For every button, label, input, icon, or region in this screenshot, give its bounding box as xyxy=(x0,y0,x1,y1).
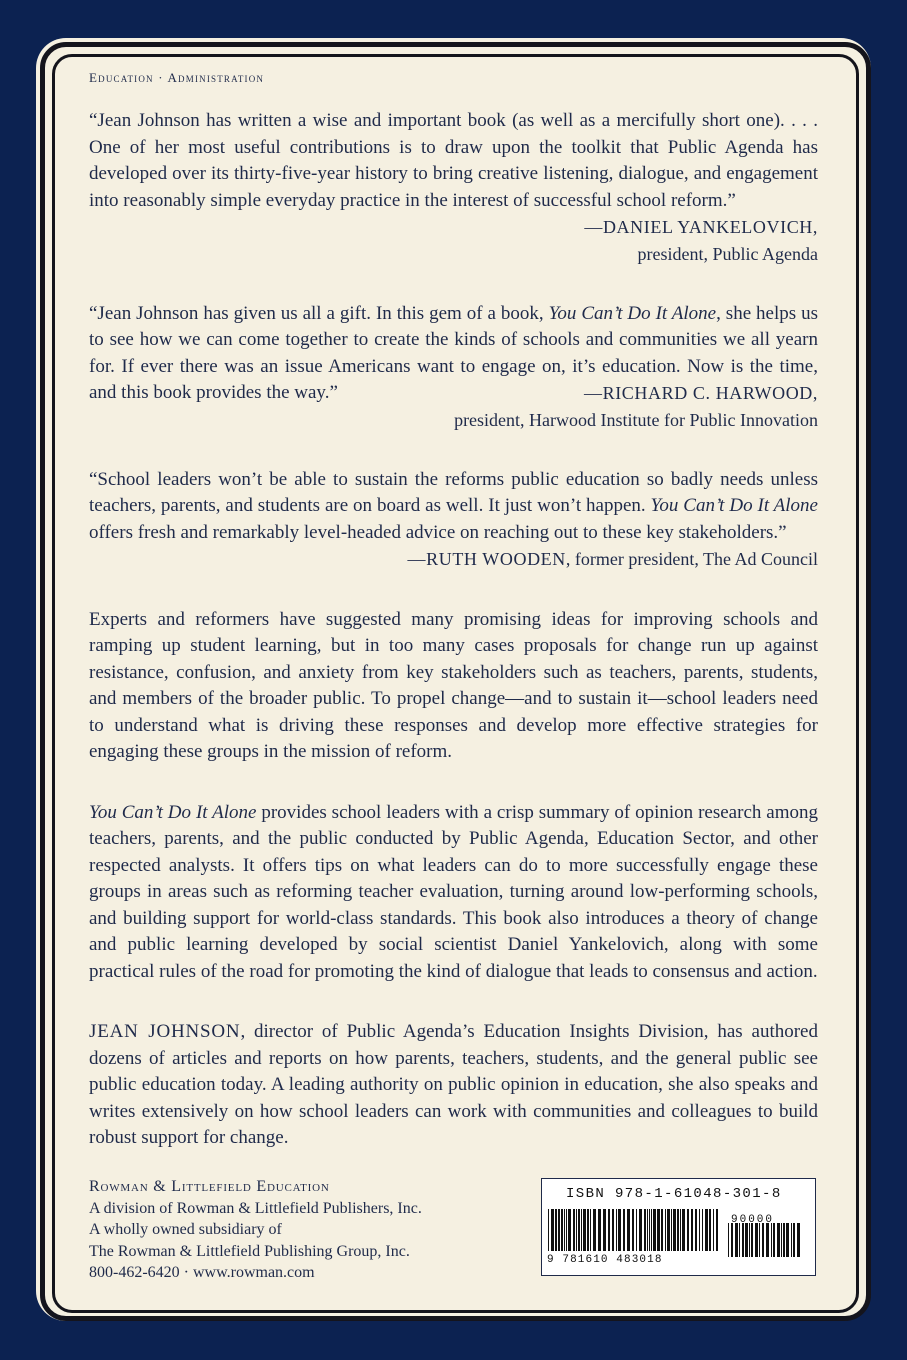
barcode-bar xyxy=(749,1223,750,1257)
isbn-label: ISBN 978-1-61048-301-8 xyxy=(566,1186,782,1202)
barcode-bar xyxy=(731,1223,733,1257)
barcode-bar xyxy=(576,1209,577,1251)
barcode-bar xyxy=(651,1209,652,1251)
quote-author: —RICHARD C. HARWOOD, xyxy=(583,383,818,403)
barcode-bar xyxy=(766,1223,769,1257)
description-paragraph-2 xyxy=(89,800,818,986)
category-label: Education · Administration xyxy=(89,70,265,85)
quote-yankelovich xyxy=(89,108,818,267)
author-name: JEAN JOHNSON xyxy=(89,1021,241,1042)
barcode-bar xyxy=(691,1209,693,1251)
barcode-bar xyxy=(558,1209,560,1251)
barcode-bar xyxy=(583,1209,586,1251)
barcode-bar xyxy=(771,1223,772,1257)
barcode-bar xyxy=(598,1209,601,1251)
barcode-bar xyxy=(671,1209,672,1251)
barcode-bar xyxy=(783,1223,785,1257)
barcode-bar xyxy=(791,1223,792,1257)
barcode-bar xyxy=(728,1223,729,1257)
barcode-bar xyxy=(564,1209,565,1251)
barcode-bar xyxy=(742,1223,744,1257)
barcode-bar xyxy=(608,1209,610,1251)
barcode-bar xyxy=(618,1209,621,1251)
quote-wooden xyxy=(89,467,818,573)
barcode-bar xyxy=(797,1223,800,1257)
barcode-bar xyxy=(786,1223,789,1257)
barcode-bar xyxy=(793,1223,795,1257)
quote-text: “Jean Johnson has given us all a gift. In this gem of a book, xyxy=(89,302,549,324)
author-bio xyxy=(89,1019,818,1152)
quote-author-title: president, Public Agenda xyxy=(637,243,818,264)
book-title: You Can’t Do It Alone xyxy=(548,302,717,324)
barcode-bar xyxy=(739,1223,740,1257)
barcode-bar xyxy=(568,1209,571,1251)
barcode-bar xyxy=(702,1209,703,1251)
quote-author: —RUTH WOODEN xyxy=(407,549,566,569)
quote-text: offers fresh and remarkably level-headed advice on reaching out to these key stakeholders.” xyxy=(89,521,787,543)
barcode-bar xyxy=(759,1223,760,1257)
quote-author-title: president, Harwood Institute for Public Innovation xyxy=(454,409,818,430)
quote-author-title: , former president, The Ad Council xyxy=(565,549,818,569)
barcode-bar xyxy=(566,1209,567,1251)
barcode-bar xyxy=(649,1209,650,1251)
publisher-imprint: Rowman & Littlefield Education xyxy=(89,1178,330,1195)
quote-text: , she helps us to see how we can come together to create the kinds of schools and communities we all yearn for. If ever there was an issue Americans want to engage on, it’s education. Now is the time, and this book provides the way.” xyxy=(89,302,818,403)
barcode-bar xyxy=(548,1209,549,1251)
barcode-bar xyxy=(657,1209,660,1251)
barcode-bar xyxy=(677,1209,679,1251)
barcode-bar xyxy=(745,1223,748,1257)
barcode-bar xyxy=(581,1209,582,1251)
book-title: You Can’t Do It Alone xyxy=(650,495,818,516)
barcode-bar xyxy=(781,1223,782,1257)
book-title: You Can’t Do It Alone xyxy=(89,801,257,823)
barcode-bar xyxy=(665,1209,666,1251)
quote-text: “Jean Johnson has written a wise and important book (as well as a mercifully short one). . . . One of her most useful contributions is to draw upon the toolkit that Public Agenda has developed over its thirty-five-year history to bring creative listening, dialogue, and engagement into reasonably simple everyday practice in the interest of successful school reform.” xyxy=(89,110,818,211)
barcode-bar xyxy=(713,1209,714,1251)
barcode-bar xyxy=(777,1223,780,1257)
barcode-bar xyxy=(661,1209,663,1251)
barcode-bar xyxy=(578,1209,580,1251)
barcode-bar xyxy=(709,1209,711,1251)
barcode-bar xyxy=(623,1209,625,1251)
barcode-bar xyxy=(561,1209,563,1251)
barcode-bar xyxy=(682,1209,685,1251)
quote-harwood xyxy=(89,301,818,433)
barcode-bar xyxy=(773,1223,775,1257)
publisher-group: The Rowman & Littlefield Publishing Group, Inc. xyxy=(89,1242,410,1260)
barcode-bar xyxy=(616,1209,617,1251)
barcode-bar xyxy=(627,1209,630,1251)
barcode-bar xyxy=(639,1209,642,1251)
barcode-bar xyxy=(593,1209,596,1251)
barcode-bar xyxy=(590,1209,591,1251)
ean-barcode xyxy=(548,1209,720,1251)
price-barcode xyxy=(728,1223,804,1257)
publisher-info xyxy=(89,1176,509,1284)
back-cover-content xyxy=(89,70,818,1186)
quote-author: —DANIEL YANKELOVICH, xyxy=(584,217,818,237)
barcode-bar xyxy=(612,1209,614,1251)
barcode-bar xyxy=(751,1223,753,1257)
barcode-bar xyxy=(636,1209,637,1251)
publisher-subsidiary: A wholly owned subsidiary of xyxy=(89,1221,282,1238)
barcode-digits: 9 781610 483018 xyxy=(547,1254,663,1266)
barcode-bar xyxy=(716,1209,718,1251)
barcode-bar xyxy=(673,1209,676,1251)
quote-text: “School leaders won’t be able to sustain the reforms public education so badly needs unless teachers, parents, and students are on board as well. It just won’t happen. xyxy=(89,468,818,516)
barcode-bar xyxy=(551,1209,554,1251)
barcode-bar xyxy=(687,1209,689,1251)
author-bio-text: , director of Public Agenda’s Education Insights Division, has authored dozens of articles and reports on how parents, teachers, students, and the general public see public education today. A leading authority on public opinion in education, she also speaks and writes extensively on how school leaders can work with communities and colleagues to build robust support for change. xyxy=(89,1021,818,1148)
barcode-bar xyxy=(653,1209,656,1251)
publisher-division: A division of Rowman & Littlefield Publishers, Inc. xyxy=(89,1199,422,1217)
barcode-bar xyxy=(573,1209,575,1251)
barcode-bar xyxy=(762,1223,764,1257)
barcode-bar xyxy=(667,1209,670,1251)
description-text: provides school leaders with a crisp summary of opinion research among teachers, parents, and the public conducted by Public Agenda, Education Sector, and other respected analysts. It offers tips on what leaders can do to more successfully engage these groups in areas such as reforming teacher evaluation, turning around low-performing schools, and building support for world-class standards. This book also introduces a theory of change and public learning developed by social scientist Daniel Yankelovich, along with some practical rules of the road for promoting the kind of dialogue that leads to consensus and action. xyxy=(89,801,818,982)
barcode-bar xyxy=(699,1209,700,1251)
publisher-contact: 800-462-6420 · www.rowman.com xyxy=(89,1264,315,1281)
description-paragraph-1: Experts and reformers have suggested many promising ideas for improving schools and ramping up student learning, but in too many cases proposals for change run up against resistance, confusion, and anxiety from key stakeholders such as teachers, parents, students, and members of the broader public. To propel change—and to sustain it—school leaders need to understand what is driving these responses and develop more effective strategies for engaging these groups in the mission of reform. xyxy=(89,608,818,762)
barcode-bar xyxy=(632,1209,634,1251)
price-code: 90000 xyxy=(731,1214,775,1226)
barcode-bar xyxy=(735,1223,738,1257)
barcode-bar xyxy=(695,1209,697,1251)
quote-attribution xyxy=(408,546,818,573)
barcode-bar xyxy=(705,1209,708,1251)
barcode-bar xyxy=(755,1223,758,1257)
barcode-bar xyxy=(555,1209,557,1251)
barcode-bar xyxy=(680,1209,681,1251)
barcode-bar xyxy=(603,1209,606,1251)
barcode-bar xyxy=(644,1209,646,1251)
barcode-bar xyxy=(647,1209,648,1251)
barcode-bar xyxy=(587,1209,589,1251)
